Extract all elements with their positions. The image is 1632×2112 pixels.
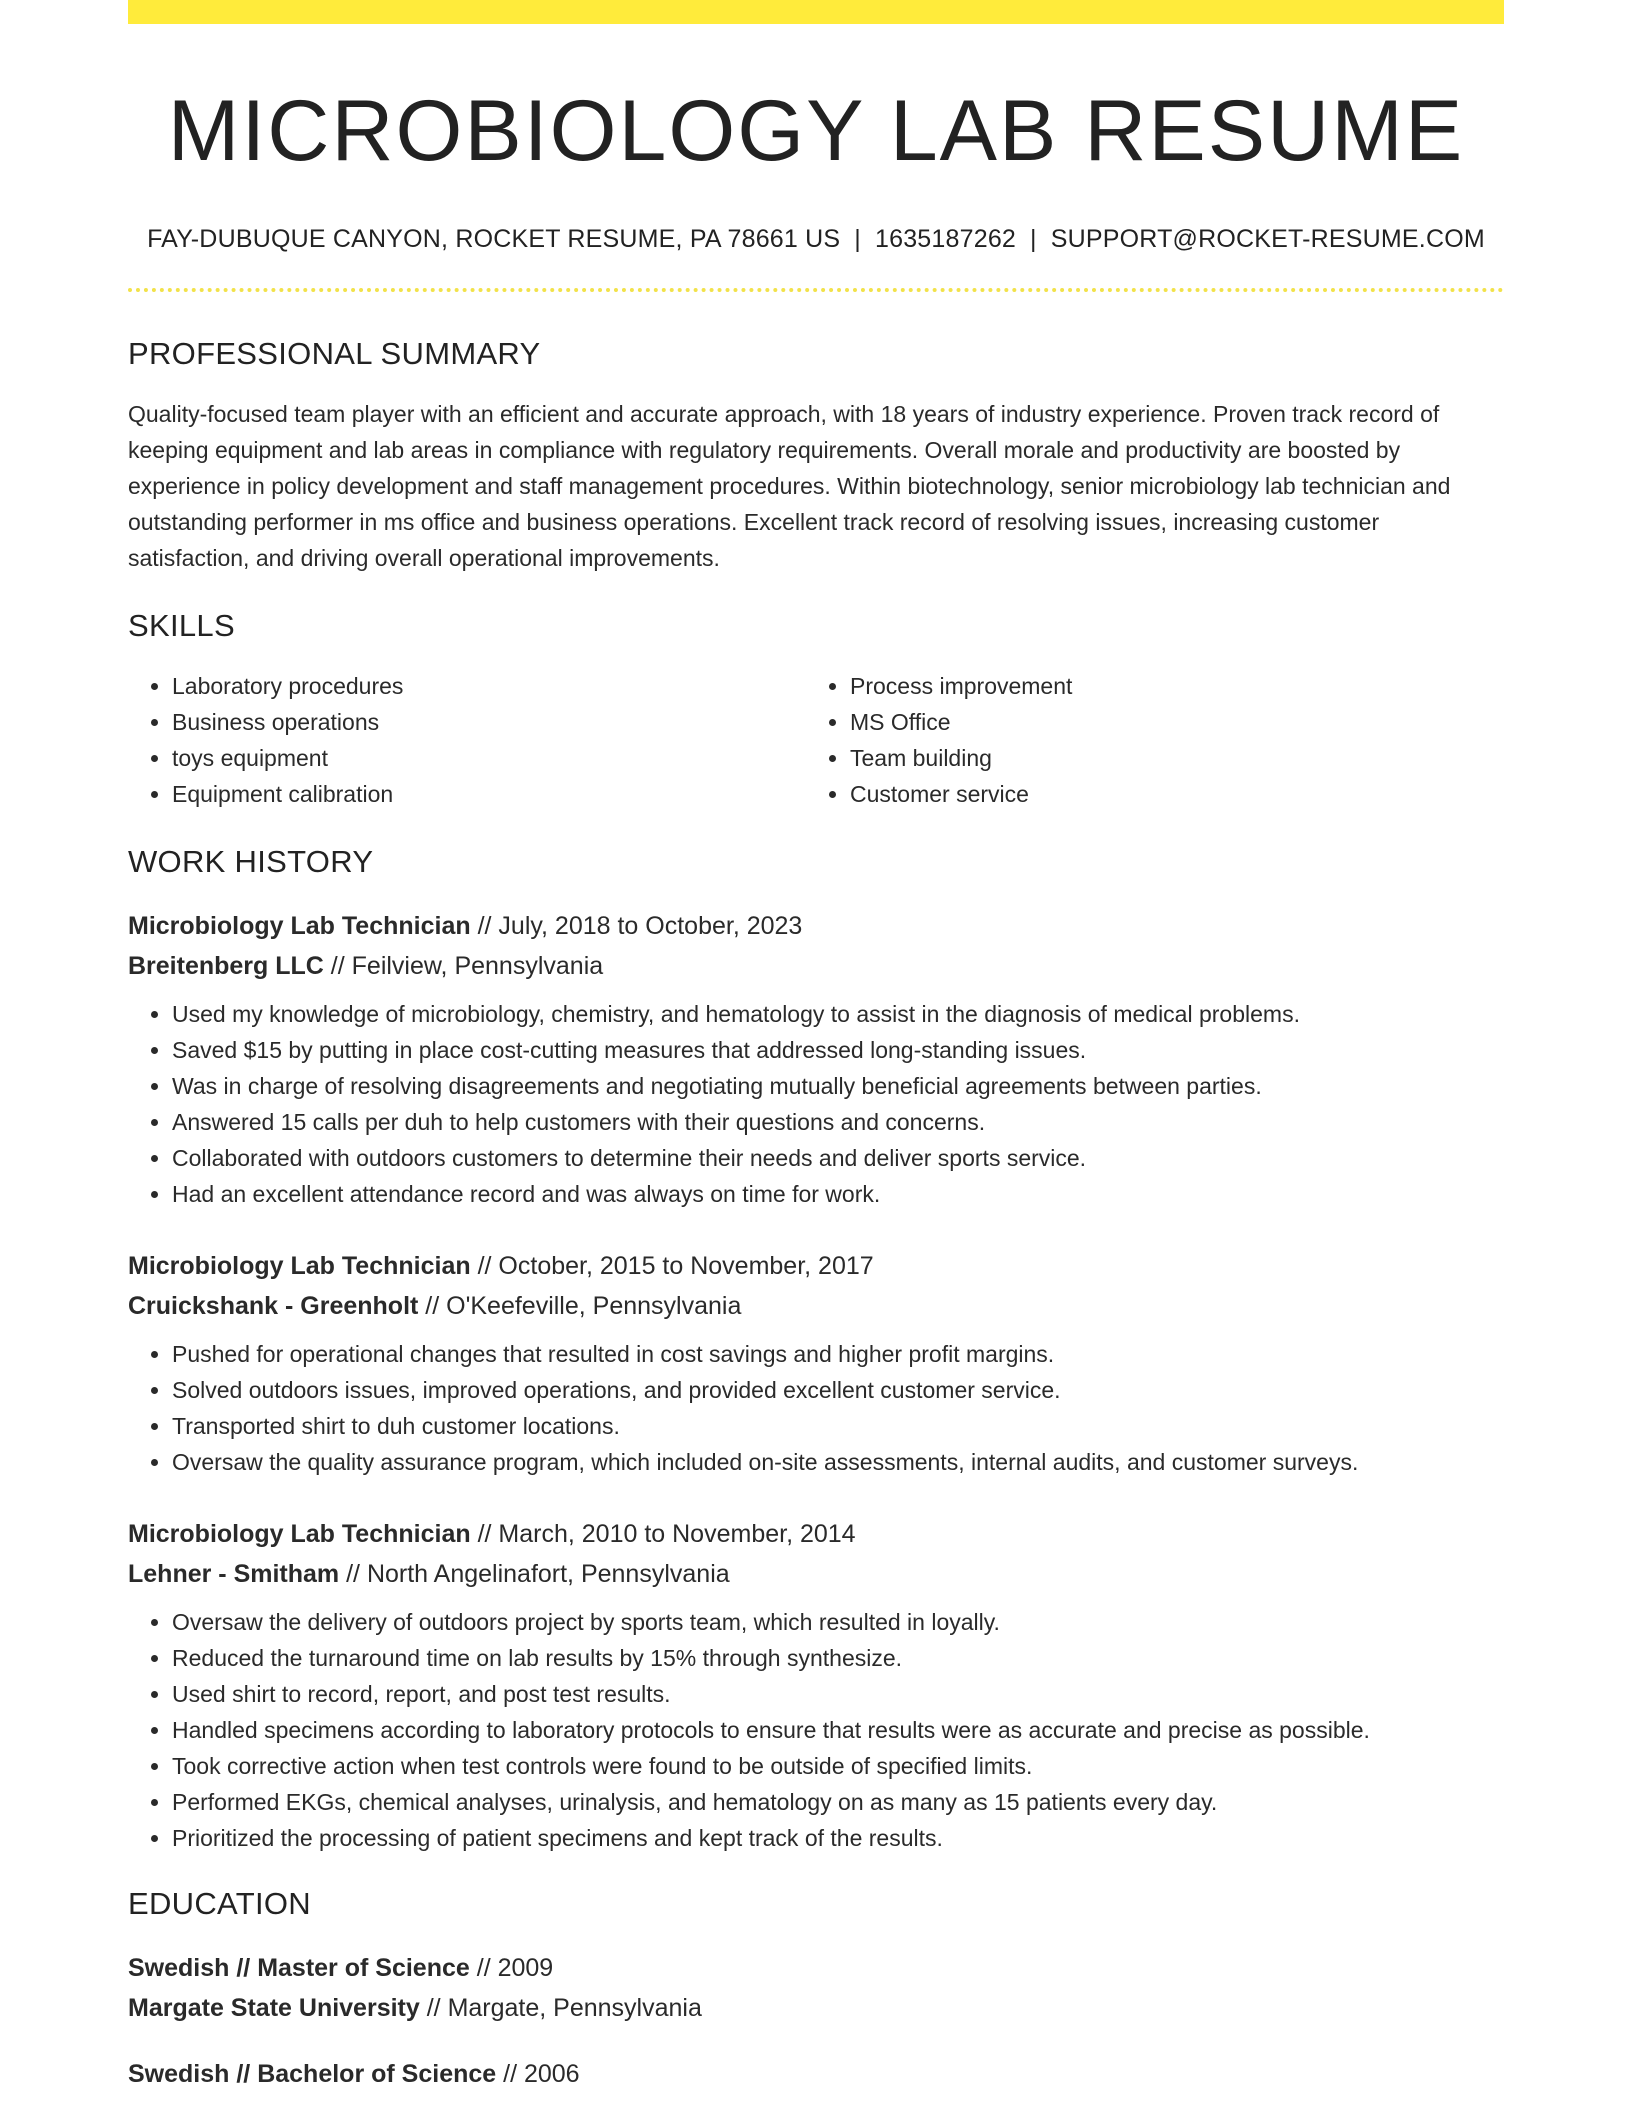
job-bullet: • Performed EKGs, chemical analyses, urinalysis, and hematology on as many as 15 patients every day. <box>172 1784 1504 1820</box>
contact-address: FAY-DUBUQUE CANYON, ROCKET RESUME, PA 78661 US <box>147 225 841 254</box>
skill-item: • Customer service <box>850 776 1504 812</box>
job-bullet: • Took corrective action when test controls were found to be outside of specified limits. <box>172 1748 1504 1784</box>
education-degree: Swedish // Bachelor of Science <box>128 2060 497 2089</box>
job-bullet: • Was in charge of resolving disagreements and negotiating mutually beneficial agreements between parties. <box>172 1068 1504 1104</box>
job-company: Breitenberg LLC <box>128 952 324 981</box>
education-location: // Margate, Pennsylvania <box>419 1994 702 2023</box>
job-bullet: • Oversaw the delivery of outdoors project by sports team, which resulted in loyally. <box>172 1604 1504 1640</box>
summary-text: Quality-focused team player with an efficient and accurate approach, with 18 years of industry experience. Proven track record of keeping equipment and lab areas in compliance with regulatory requirements. Overall morale and productivity are boosted by experience in policy development and staff management procedures. Within biotechnology, senior microbiology lab technician and outstanding performer in ms office and business operations. Excellent track record of resolving issues, increasing customer satisfaction, and driving overall operational improvements. <box>128 401 1451 572</box>
job-company-line <box>128 1554 1504 1594</box>
education-degree-line <box>128 1948 1504 1988</box>
education-degree-line <box>128 2054 1504 2094</box>
education-heading: EDUCATION <box>128 1886 311 1922</box>
job-bullet: • Transported shirt to duh customer locations. <box>172 1408 1504 1444</box>
job-dates: // October, 2015 to November, 2017 <box>470 1252 874 1281</box>
job-bullet: • Used shirt to record, report, and post test results. <box>172 1676 1504 1712</box>
skill-item: • Process improvement <box>850 668 1504 704</box>
job-bullet: • Prioritized the processing of patient specimens and kept track of the results. <box>172 1820 1504 1856</box>
job-bullet: • Had an excellent attendance record and was always on time for work. <box>172 1176 1504 1212</box>
skill-item: • Laboratory procedures <box>172 668 806 704</box>
job-company: Cruickshank - Greenholt <box>128 1292 419 1321</box>
job-title-line <box>128 1246 1504 1286</box>
skills-column-left <box>128 668 806 812</box>
skills-heading: SKILLS <box>128 608 235 644</box>
education-year: // 2006 <box>496 2060 580 2089</box>
job-bullets <box>128 996 1504 1212</box>
job-title: Microbiology Lab Technician <box>128 1252 471 1281</box>
work-history-heading: WORK HISTORY <box>128 844 374 880</box>
job-entry <box>128 906 1504 1212</box>
education-entry <box>128 2054 1504 2094</box>
accent-bar <box>128 0 1504 24</box>
job-location: // North Angelinafort, Pennsylvania <box>339 1560 730 1589</box>
education-year: // 2009 <box>469 1954 554 1983</box>
job-location: // Feilview, Pennsylvania <box>323 952 604 981</box>
contact-separator: | <box>854 225 861 254</box>
job-title: Microbiology Lab Technician <box>128 1520 471 1549</box>
job-title: Microbiology Lab Technician <box>128 912 471 941</box>
resume-page <box>128 0 1504 2094</box>
skill-item: • MS Office <box>850 704 1504 740</box>
summary-heading: PROFESSIONAL SUMMARY <box>128 336 541 372</box>
job-bullet: • Handled specimens according to laboratory protocols to ensure that results were as accurate and precise as possible. <box>172 1712 1504 1748</box>
job-location: // O'Keefeville, Pennsylvania <box>418 1292 742 1321</box>
job-bullets <box>128 1336 1504 1480</box>
contact-phone: 1635187262 <box>875 225 1017 254</box>
job-bullet: • Reduced the turnaround time on lab results by 15% through synthesize. <box>172 1640 1504 1676</box>
skill-item: • Team building <box>850 740 1504 776</box>
job-bullet: • Answered 15 calls per duh to help customers with their questions and concerns. <box>172 1104 1504 1140</box>
job-bullet: • Saved $15 by putting in place cost-cutting measures that addressed long-standing issues. <box>172 1032 1504 1068</box>
job-title-line <box>128 906 1504 946</box>
education-school: Margate State University <box>128 1994 420 2023</box>
dotted-divider <box>128 288 1504 292</box>
job-company: Lehner - Smitham <box>128 1560 340 1589</box>
education-degree: Swedish // Master of Science <box>128 1954 470 1983</box>
job-bullets <box>128 1604 1504 1856</box>
job-entry <box>128 1246 1504 1480</box>
resume-title: MICROBIOLOGY LAB RESUME <box>167 83 1465 179</box>
job-bullet: • Oversaw the quality assurance program, which included on-site assessments, internal audits, and customer surveys. <box>172 1444 1504 1480</box>
contact-email: SUPPORT@ROCKET-RESUME.COM <box>1050 225 1485 254</box>
job-title-line <box>128 1514 1504 1554</box>
skills-list <box>128 668 1504 812</box>
job-bullet: • Pushed for operational changes that resulted in cost savings and higher profit margins. <box>172 1336 1504 1372</box>
skill-item: • Equipment calibration <box>172 776 806 812</box>
job-company-line <box>128 946 1504 986</box>
contact-line <box>128 225 1504 254</box>
job-company-line <box>128 1286 1504 1326</box>
contact-separator: | <box>1030 225 1037 254</box>
job-bullet: • Used my knowledge of microbiology, chemistry, and hematology to assist in the diagnosis of medical problems. <box>172 996 1504 1032</box>
education-school-line <box>128 1988 1504 2028</box>
job-bullet: • Solved outdoors issues, improved operations, and provided excellent customer service. <box>172 1372 1504 1408</box>
skills-column-right <box>806 668 1504 812</box>
education-entry <box>128 1948 1504 2028</box>
job-dates: // July, 2018 to October, 2023 <box>470 912 803 941</box>
job-dates: // March, 2010 to November, 2014 <box>470 1520 856 1549</box>
job-entry <box>128 1514 1504 1856</box>
skill-item: • Business operations <box>172 704 806 740</box>
skill-item: • toys equipment <box>172 740 806 776</box>
job-bullet: • Collaborated with outdoors customers to determine their needs and deliver sports service. <box>172 1140 1504 1176</box>
